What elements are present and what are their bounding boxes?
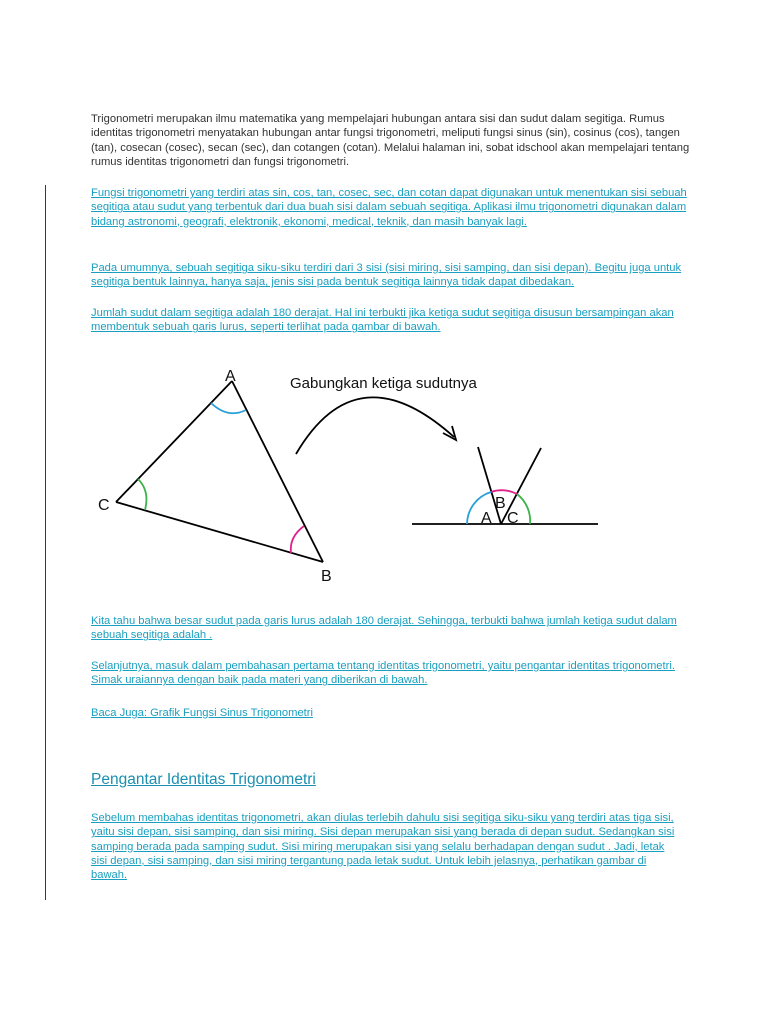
- angle-a-arc: [211, 403, 246, 413]
- fungsi-paragraph-link[interactable]: Fungsi trigonometri yang terdiri atas sin, cos, tan, cosec, sec, dan cotan dapat digunakan untuk menentukan sisi sebuah segitiga atau sudut yang terbentuk dari dua buah sisi dalam sebuah segitiga. Aplikasi ilmu trigonometri digunakan dalam bidang astronomi, geografi, elektronik, ekonomi, medical, teknik, dan masih banyak lagi.: [91, 187, 687, 228]
- combined-angle-b-arc: [491, 490, 517, 494]
- umumnya-paragraph-link[interactable]: Pada umumnya, sebuah segitiga siku-siku terdiri dari 3 sisi (sisi miring, sisi samping, dan sisi depan). Begitu juga untuk segitiga bentuk lainnya, hanya saja, jenis sisi pada bentuk segitiga lainnya tidak dapat dibedakan.: [91, 262, 682, 289]
- figure-caption: Gabungkan ketiga sudutnya: [290, 375, 477, 392]
- triangle-angle-figure: [92, 355, 612, 590]
- combined-label-b: B: [495, 495, 506, 512]
- curved-arrow: [296, 397, 454, 454]
- angle-c-arc: [138, 479, 146, 510]
- vertex-b-label: B: [321, 568, 332, 585]
- section-heading[interactable]: Pengantar Identitas Trigonometri: [91, 771, 316, 788]
- combined-label-c: C: [507, 510, 519, 527]
- triangle-side-ac: [116, 381, 232, 502]
- triangle-side-cb: [116, 502, 323, 562]
- vertex-a-label: A: [225, 368, 236, 385]
- jumlah-paragraph-link[interactable]: Jumlah sudut dalam segitiga adalah 180 derajat. Hal ini terbukti jika ketiga sudut segitiga disusun bersampingan akan membentuk sebuah garis lurus, seperti terlihat pada gambar di bawah.: [91, 307, 674, 334]
- combined-angle-c-arc: [517, 494, 530, 524]
- baca-juga-link[interactable]: Baca Juga: Grafik Fungsi Sinus Trigonometri: [91, 707, 313, 719]
- vertex-c-label: C: [98, 497, 110, 514]
- combined-label-a: A: [481, 510, 492, 527]
- triangle-side-ab: [232, 381, 323, 562]
- angle-b-arc: [291, 526, 304, 553]
- kita-tahu-paragraph-link[interactable]: Kita tahu bahwa besar sudut pada garis lurus adalah 180 derajat. Sehingga, terbukti bahwa jumlah ketiga sudut dalam sebuah segitiga adalah .: [91, 615, 677, 642]
- selanjutnya-paragraph-link[interactable]: Selanjutnya, masuk dalam pembahasan pertama tentang identitas trigonometri, yaitu pengantar identitas trigonometri. Simak uraiannya dengan baik pada materi yang diberikan di bawah.: [91, 660, 675, 687]
- margin-line: [45, 185, 46, 900]
- sebelum-paragraph-link[interactable]: Sebelum membahas identitas trigonometri, akan diulas terlebih dahulu sisi segitiga siku-siku yang terdiri atas tiga sisi, yaitu sisi depan, sisi samping, dan sisi miring. Sisi depan merupakan sisi yang berada di depan sudut. Sedangkan sisi samping berada pada samping sudut. Sisi miring merupakan sisi yang selalu berhadapan dengan sudut . Jadi, letak sisi depan, sisi samping, dan sisi miring tergantung pada letak sudut. Untuk lebih jelasnya, perhatikan gambar di bawah.: [91, 812, 675, 882]
- intro-paragraph: Trigonometri merupakan ilmu matematika yang mempelajari hubungan antara sisi dan sudut dalam segitiga. Rumus identitas trigonometri menyatakan hubungan antar fungsi trigonometri, meliputi fungsi sinus (sin), cosinus (cos), tangen (tan), cosecan (cosec), secan (sec), dan cotangen (cotan). Melalui halaman ini, sobat idschool akan mempelajari tentang rumus identitas trigonometri dan fungsi trigonometri.: [91, 113, 690, 168]
